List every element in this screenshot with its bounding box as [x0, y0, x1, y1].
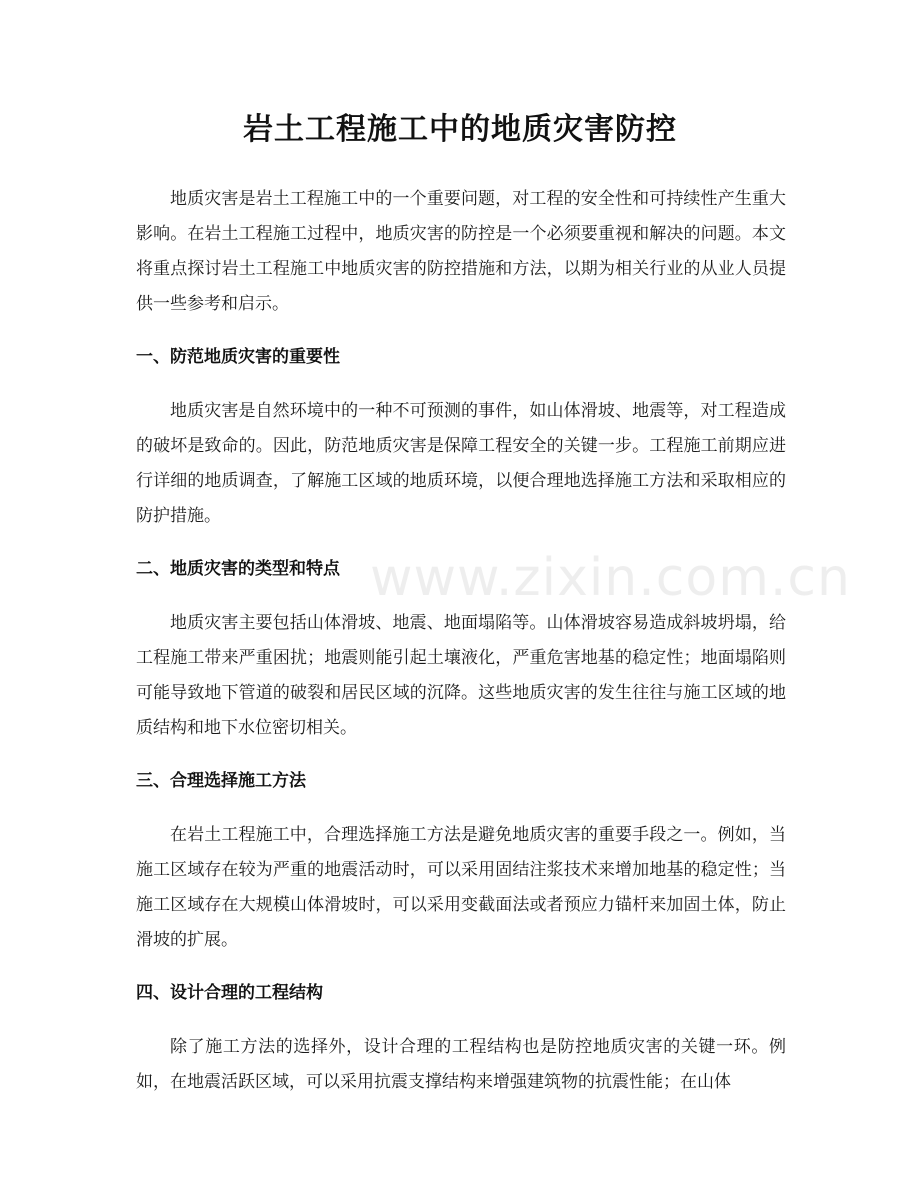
section-heading-1: 一、防范地质灾害的重要性: [136, 347, 340, 367]
section-heading-2: 二、地质灾害的类型和特点: [136, 559, 340, 579]
section-heading-3: 三、合理选择施工方法: [136, 771, 306, 791]
section-4-paragraph: 除了施工方法的选择外，设计合理的工程结构也是防控地质灾害的关键一环。例如，在地震活跃区域，可以采用抗震支撑结构来增强建筑物的抗震性能；在山体: [136, 1037, 786, 1092]
document-title: 岩土工程施工中的地质灾害防控: [243, 112, 677, 147]
intro-paragraph: 地质灾害是岩土工程施工中的一个重要问题，对工程的安全性和可持续性产生重大影响。在岩土工程施工过程中，地质灾害的防控是一个必须要重视和解决的问题。本文将重点探讨岩土工程施工中地质灾害的防控措施和方法，以期为相关行业的从业人员提供一些参考和启示。: [136, 189, 786, 314]
watermark: www.zixin.com.cn: [370, 548, 851, 608]
section-1-paragraph: 地质灾害是自然环境中的一种不可预测的事件，如山体滑坡、地震等，对工程造成的破坏是致命的。因此，防范地质灾害是保障工程安全的关键一步。工程施工前期应进行详细的地质调查，了解施工区域的地质环境，以便合理地选择施工方法和采取相应的防护措施。: [136, 401, 786, 526]
document-body: [136, 182, 786, 1120]
section-2-paragraph: 地质灾害主要包括山体滑坡、地震、地面塌陷等。山体滑坡容易造成斜坡坍塌，给工程施工带来严重困扰；地震则能引起土壤液化，严重危害地基的稳定性；地面塌陷则可能导致地下管道的破裂和居民区域的沉降。这些地质灾害的发生往往与施工区域的地质结构和地下水位密切相关。: [136, 613, 786, 738]
section-3-paragraph: 在岩土工程施工中，合理选择施工方法是避免地质灾害的重要手段之一。例如，当施工区域存在较为严重的地震活动时，可以采用固结注浆技术来增加地基的稳定性；当施工区域存在大规模山体滑坡时，可以采用变截面法或者预应力锚杆来加固土体，防止滑坡的扩展。: [136, 825, 786, 950]
section-heading-4: 四、设计合理的工程结构: [136, 983, 323, 1003]
